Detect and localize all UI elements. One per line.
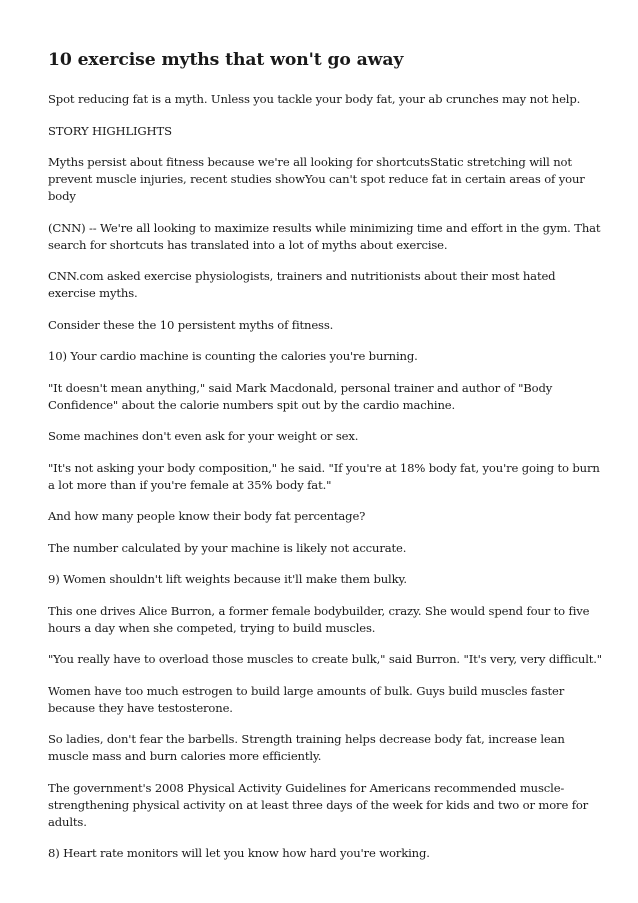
myth-heading-8: 8) Heart rate monitors will let you know how hard you're working. [48,846,430,860]
myth-heading-10: 10) Your cardio machine is counting the calories you're burning. [48,349,418,363]
paragraph-story-highlights-label: STORY HIGHLIGHTS [48,123,172,138]
paragraph: (CNN) -- We're all looking to maximize results while minimizing time and effort in the gym. That search for shortcuts has translated into a lot of myths about exercise. [48,220,601,252]
paragraph-intro: Spot reducing fat is a myth. Unless you tackle your body fat, your ab crunches may not help. [48,92,581,106]
paragraph: Women have too much estrogen to build large amounts of bulk. Guys build muscles faster because they have testosterone. [48,683,565,715]
paragraph: "You really have to overload those muscles to create bulk," said Burron. "It's very, very difficult." [48,652,602,666]
paragraph: The number calculated by your machine is likely not accurate. [48,540,407,555]
myth-heading-9: 9) Women shouldn't lift weights because it'll make them bulky. [48,572,407,586]
paragraph: Some machines don't even ask for your weight or sex. [48,429,359,443]
document-page [48,48,604,877]
paragraph: The government's 2008 Physical Activity Guidelines for Americans recommended muscle-strengthening physical activity on at least three days of the week for kids and two or more for adults. [48,780,589,829]
paragraph: This one drives Alice Burron, a former female bodybuilder, crazy. She would spend four to five hours a day when she competed, trying to build muscles. [48,603,590,635]
paragraph: So ladies, don't fear the barbells. Strength training helps decrease body fat, increase lean muscle mass and burn calories more efficiently. [48,732,565,763]
paragraph: "It doesn't mean anything," said Mark Macdonald, personal trainer and author of "Body Confidence" about the calorie numbers spit out by the cardio machine. [48,380,553,412]
paragraph: And how many people know their body fat percentage? [48,509,366,523]
paragraph: "It's not asking your body composition," he said. "If you're at 18% body fat, you're going to burn a lot more than if you're female at 35% body fat." [48,460,600,492]
paragraph: Consider these the 10 persistent myths of fitness. [48,317,334,332]
document-title: 10 exercise myths that won't go away [48,50,404,70]
paragraph: CNN.com asked exercise physiologists, trainers and nutritionists about their most hated exercise myths. [48,269,556,300]
paragraph-highlights: Myths persist about fitness because we're all looking for shortcutsStatic stretching will not prevent muscle injuries, recent studies showYou can't spot reduce fat in certain areas of your body [48,155,585,203]
